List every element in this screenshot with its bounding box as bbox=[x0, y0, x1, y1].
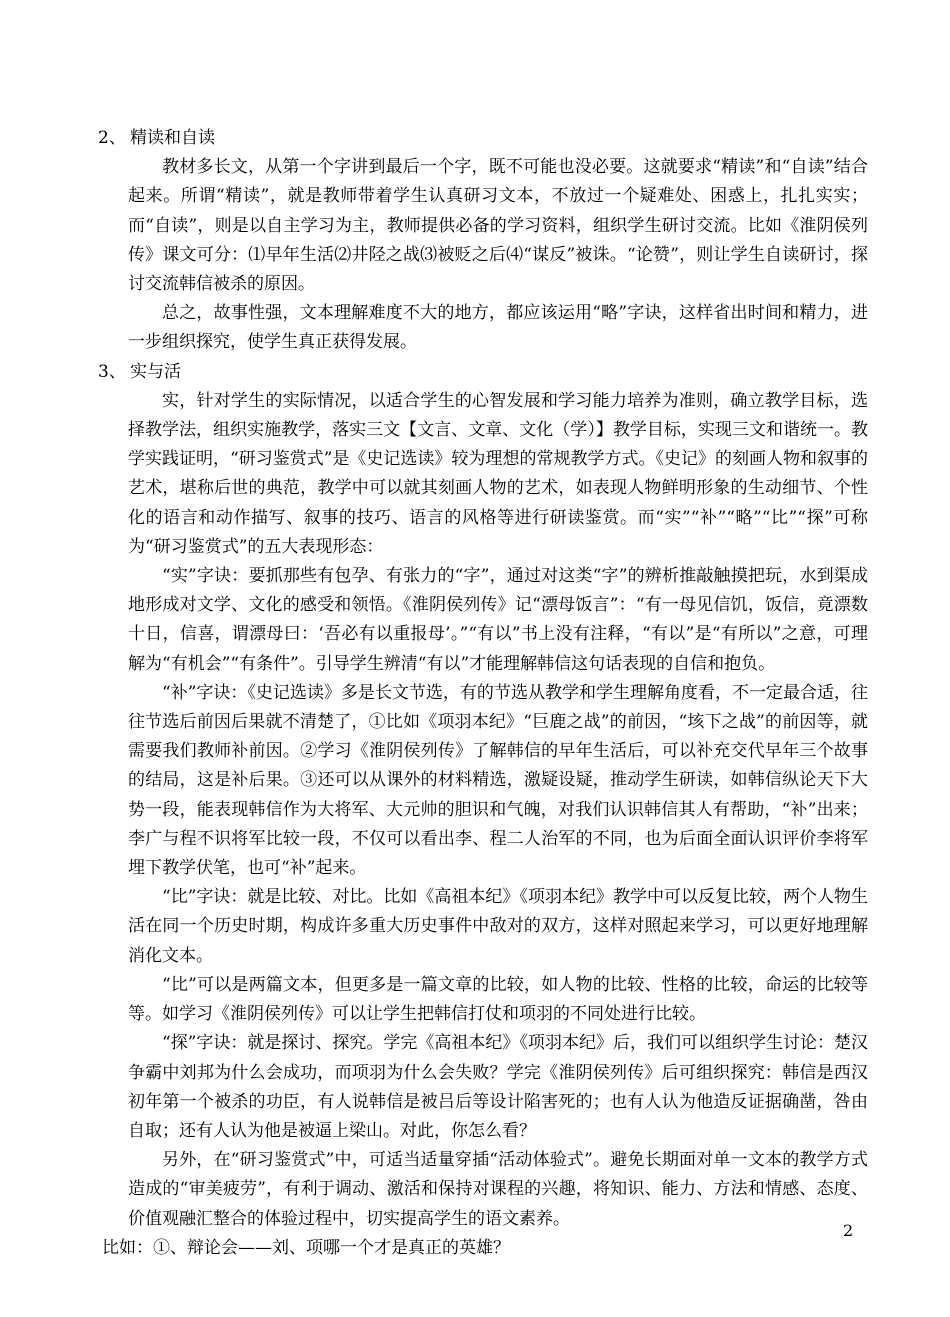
section-title: 实与活 bbox=[130, 361, 181, 382]
paragraph: 总之，故事性强，文本理解难度不大的地方，都应该运用“略”字诀，这样省出时间和精力，进一步组织探究，使学生真正获得发展。 bbox=[128, 303, 868, 353]
paragraph: “比”可以是两篇文本，但更多是一篇文章的比较，如人物的比较、性格的比较，命运的比较等等。如学习《淮阴侯列传》可以让学生把韩信打仗和项羽的不同处进行比较。 bbox=[128, 974, 868, 1025]
paragraph: “补”字诀：《史记选读》多是长文节选，有的节选从教学和学生理解角度看，不一定最合适，往往节选后前因后果就不清楚了，①比如《项羽本纪》“巨鹿之战”的前因，“垓下之战”的前因等，就需要我们教师补前因。②学习《淮阴侯列传》了解韩信的早年生活后，可以补充交代早年三个故事的结局，这是补后果。③还可以从课外的材料精选，激疑设疑，推动学生研读，如韩信纵论天下大势一段，能表现韩信作为大将军、大元帅的胆识和气魄，对我们认识韩信其人有帮助，“补”出来；李广与程不识将军比较一段，不仅可以看出李、程二人治军的不同，也为后面全面认识评价李将军埋下教学伏笔，也可“补”起来。 bbox=[128, 682, 868, 879]
paragraph: “实”字诀：要抓那些有包孕、有张力的“字”，通过对这类“字”的辨析推敲触摸把玩，水到渠成地形成对文学、文化的感受和领悟。《淮阴侯列传》记“漂母饭言”：“有一母见信饥，饭信，竟漂数十日，信喜，谓漂母曰：‘吾必有以重报母’。”“有以”书上没有注释，“有以”是“有所以”之意，可理解为“有机会”“有条件”。引导学生辨清“有以”才能理解韩信这句话表现的自信和抱负。 bbox=[128, 566, 868, 674]
section-heading-2 bbox=[98, 124, 868, 153]
section-number: 3、 bbox=[98, 361, 126, 382]
closing-line: 比如：①、辩论会——刘、项哪一个才是真正的英雄？ bbox=[102, 1237, 510, 1258]
paragraph: “探”字诀：就是探讨、探究。学完《高祖本纪》《项羽本纪》后，我们可以组织学生讨论：楚汉争霸中刘邦为什么会成功，而项羽为什么会失败？学完《淮阴侯列传》后可组织探究：韩信是西汉初年第一个被杀的功臣，有人说韩信是被吕后等设计陷害死的；也有人认为他造反证据确凿，咎由自取；还有人认为他是被逼上梁山。对此，你怎么看？ bbox=[128, 1033, 868, 1141]
section-number: 2、 bbox=[98, 128, 126, 148]
paragraph: 另外，在“研习鉴赏式”中，可适当适量穿插“活动体验式”。避免长期面对单一文本的教学方式造成的“审美疲劳”，有利于调动、激活和保持对课程的兴趣，将知识、能力、方法和情感、态度、价值观融汇整合的体验过程中，切实提高学生的语文素养。 bbox=[128, 1150, 868, 1229]
paragraph: 实，针对学生的实际情况，以适合学生的心智发展和学习能力培养为准则，确立教学目标，选择教学法，组织实施教学，落实三文【文言、文章、文化（学）】教学目标，实现三文和谐统一。教学实践证明，“研习鉴赏式”是《史记选读》较为理想的常规教学方式。《史记》的刻画人物和叙事的艺术，堪称后世的典范，教学中可以就其刻画人物的艺术，如表现人物鲜明形象的生动细节、个性化的语言和动作描写、叙事的技巧、语言的风格等进行研读鉴赏。而“实”“补”“略”“比”“探”可称为“研习鉴赏式”的五大表现形态： bbox=[128, 390, 868, 557]
paragraph: “比”字诀：就是比较、对比。比如《高祖本纪》《项羽本纪》教学中可以反复比较，两个人物生活在同一个历史时期，构成许多重大历史事件中敌对的双方，这样对照起来学习，可以更好地理解消化文本。 bbox=[128, 887, 868, 966]
section-body-3 bbox=[98, 387, 868, 1234]
page-content bbox=[98, 124, 868, 1263]
section-heading-3 bbox=[98, 358, 868, 387]
section-title: 精读和自读 bbox=[130, 128, 215, 148]
page-number: 2 bbox=[843, 1221, 854, 1240]
paragraph: 教材多长文，从第一个字讲到最后一个字，既不可能也没必要。这就要求“精读”和“自读”结合起来。所谓“精读”，就是教师带着学生认真研习文本，不放过一个疑难处、困惑上，扎扎实实；而“自读”，则是以自主学习为主，教师提供必备的学习资料，组织学生研讨交流。比如《淮阴侯列传》课文可分：⑴早年生活⑵井陉之战⑶被贬之后⑷“谋反”被诛。“论赞”，则让学生自读研讨，探讨交流韩信被杀的原因。 bbox=[128, 157, 868, 295]
section-body-2 bbox=[98, 153, 868, 357]
